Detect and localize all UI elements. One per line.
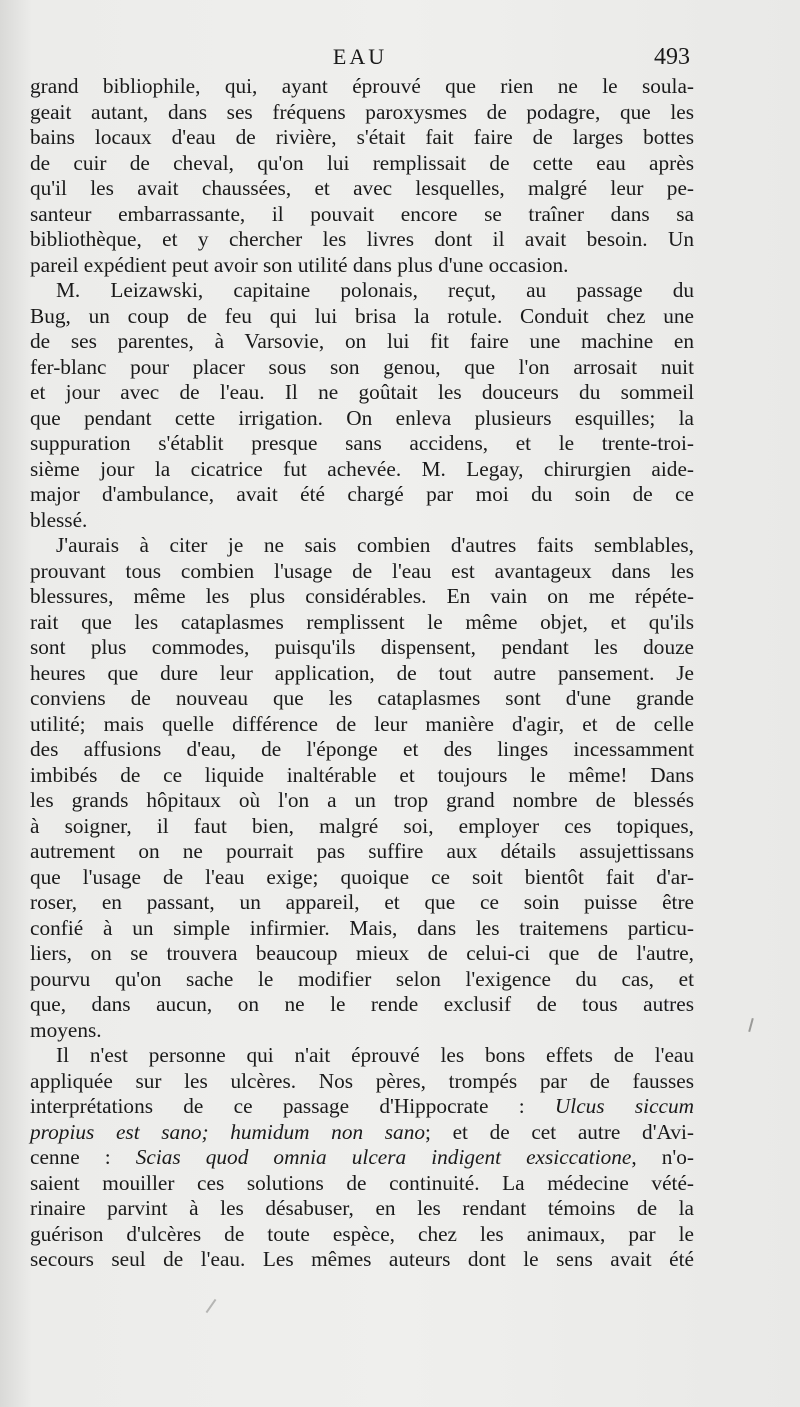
text-run: sont plus commodes, puisqu'ils dispensent, pendant les douze bbox=[30, 635, 694, 659]
text-line bbox=[30, 865, 694, 891]
text-line bbox=[30, 1094, 694, 1120]
text-line bbox=[30, 992, 694, 1018]
text-run: liers, on se trouvera beaucoup mieux de celui-ci que de l'autre, bbox=[30, 941, 694, 965]
text-line bbox=[30, 202, 694, 228]
text-line bbox=[30, 227, 694, 253]
text-line bbox=[30, 1247, 694, 1273]
text-line bbox=[30, 253, 694, 279]
text-run: que, dans aucun, on ne le rende exclusif de tous autres bbox=[30, 992, 694, 1016]
text-run: et jour avec de l'eau. Il ne goûtait les douceurs du sommeil bbox=[30, 380, 694, 404]
text-line bbox=[30, 788, 694, 814]
text-line bbox=[30, 151, 694, 177]
text-line bbox=[30, 482, 694, 508]
text-line bbox=[30, 584, 694, 610]
text-run: de ses parentes, à Varsovie, on lui fit faire une machine en bbox=[30, 329, 694, 353]
text-run: prouvant tous combien l'usage de l'eau est avantageux dans les bbox=[30, 558, 694, 583]
text-line bbox=[30, 1222, 694, 1248]
text-line bbox=[30, 125, 694, 151]
text-line bbox=[30, 916, 694, 942]
text-run: geait autant, dans ses fréquens paroxysmes de podagre, que les bbox=[30, 99, 694, 124]
text-run: M. Leizawski, capitaine polonais, reçut, au passage du bbox=[56, 278, 694, 302]
text-line bbox=[30, 74, 694, 100]
text-line bbox=[30, 355, 694, 381]
text-run: Bug, un coup de feu qui lui brisa la rotule. Conduit chez une bbox=[30, 303, 694, 328]
text-run: Il n'est personne qui n'ait éprouvé les bons effets de l'eau bbox=[56, 1043, 694, 1067]
text-line bbox=[30, 1069, 694, 1095]
text-run: interprétations de ce passage d'Hippocrate : bbox=[30, 1094, 555, 1118]
text-run: santeur embarrassante, il pouvait encore se traîner dans sa bbox=[30, 201, 694, 226]
text-run: que l'usage de l'eau exige; quoique ce soit bientôt fait d'ar- bbox=[30, 864, 694, 889]
text-run: bains locaux d'eau de rivière, s'était fait faire de larges bottes bbox=[30, 125, 694, 149]
italic-text: Ulcus siccum bbox=[554, 1094, 695, 1118]
text-line bbox=[30, 1018, 694, 1044]
text-line bbox=[30, 100, 694, 126]
text-line bbox=[30, 559, 694, 585]
text-line bbox=[30, 533, 694, 559]
text-run: les grands hôpitaux où l'on a un trop grand nombre de blessés bbox=[30, 788, 694, 812]
text-line bbox=[30, 1145, 694, 1171]
text-run: roser, en passant, un appareil, et que ce soin puisse être bbox=[30, 890, 694, 914]
text-line bbox=[30, 1196, 694, 1222]
text-run: pareil expédient peut avoir son utilité dans plus d'une occasion. bbox=[30, 252, 569, 277]
text-run: saient mouiller ces solutions de continuité. La médecine vété- bbox=[30, 1170, 694, 1195]
italic-text: propius est sano; humidum non sano bbox=[30, 1119, 425, 1144]
body-text bbox=[30, 74, 694, 1273]
text-line bbox=[30, 457, 694, 483]
italic-text: Scias quod omnia ulcera indigent exsiccatione bbox=[135, 1145, 632, 1169]
text-line bbox=[30, 661, 694, 687]
text-line bbox=[30, 737, 694, 763]
margin-mark bbox=[206, 1299, 217, 1313]
text-run: heures que dure leur application, de tout autre pansement. Je bbox=[30, 660, 694, 685]
text-line bbox=[30, 890, 694, 916]
text-line bbox=[30, 967, 694, 993]
text-line bbox=[30, 1171, 694, 1197]
text-line bbox=[30, 1120, 694, 1146]
text-line bbox=[30, 1043, 694, 1069]
text-line bbox=[30, 406, 694, 432]
text-run: cenne : bbox=[30, 1145, 136, 1169]
text-run: rinaire parvint à les désabuser, en les rendant témoins de la bbox=[30, 1196, 694, 1220]
text-run: secours seul de l'eau. Les mêmes auteurs dont le sens avait été bbox=[30, 1247, 694, 1271]
text-run: sième jour la cicatrice fut achevée. M. Legay, chirurgien aide- bbox=[30, 456, 694, 481]
text-line bbox=[30, 712, 694, 738]
text-line bbox=[30, 686, 694, 712]
text-run: de cuir de cheval, qu'on lui remplissait de cette eau après bbox=[30, 150, 694, 175]
text-run: pourvu qu'on sache le modifier selon l'exigence du cas, et bbox=[30, 966, 694, 991]
text-run: bibliothèque, et y chercher les livres dont il avait besoin. Un bbox=[30, 227, 694, 251]
text-run: utilité; mais quelle différence de leur manière d'agir, et de celle bbox=[30, 711, 694, 736]
text-run: conviens de nouveau que les cataplasmes sont d'une grande bbox=[30, 686, 694, 710]
text-run: major d'ambulance, avait été chargé par moi du soin de ce bbox=[30, 482, 694, 506]
text-run: moyens. bbox=[30, 1017, 102, 1042]
text-run: confié à un simple infirmier. Mais, dans les traitemens particu- bbox=[30, 915, 694, 940]
text-run: grand bibliophile, qui, ayant éprouvé que rien ne le soula- bbox=[30, 74, 694, 98]
text-line bbox=[30, 610, 694, 636]
page-number: 493 bbox=[654, 44, 690, 70]
text-run: ; et de cet autre d'Avi- bbox=[425, 1119, 694, 1144]
text-line bbox=[30, 380, 694, 406]
text-run: fer-blanc pour placer sous son genou, que l'on arrosait nuit bbox=[30, 354, 694, 379]
text-run: que pendant cette irrigation. On enleva plusieurs esquilles; la bbox=[30, 405, 694, 430]
text-line bbox=[30, 635, 694, 661]
text-run: blessé. bbox=[30, 507, 88, 532]
text-run: blessures, même les plus considérables. En vain on me répéte- bbox=[30, 584, 694, 608]
page-header bbox=[30, 44, 690, 74]
text-run: à soigner, il faut bien, malgré soi, employer ces topiques, bbox=[30, 813, 694, 838]
text-run: qu'il les avait chaussées, et avec lesquelles, malgré leur pe- bbox=[30, 176, 694, 200]
text-run: suppuration s'établit presque sans accidens, et le trente-troi- bbox=[30, 431, 694, 455]
margin-mark bbox=[748, 1018, 754, 1032]
text-line bbox=[30, 304, 694, 330]
text-run: appliquée sur les ulcères. Nos pères, trompés par de fausses bbox=[30, 1068, 694, 1093]
text-run: autrement on ne pourrait pas suffire aux détails assujettissans bbox=[30, 839, 694, 863]
text-line bbox=[30, 329, 694, 355]
text-line bbox=[30, 176, 694, 202]
text-line bbox=[30, 278, 694, 304]
text-line bbox=[30, 763, 694, 789]
text-run: guérison d'ulcères de toute espèce, chez les animaux, par le bbox=[30, 1221, 694, 1246]
text-line bbox=[30, 814, 694, 840]
text-run: , n'o- bbox=[631, 1145, 694, 1169]
text-line bbox=[30, 431, 694, 457]
text-run: imbibés de ce liquide inaltérable et toujours le même! Dans bbox=[30, 762, 694, 787]
text-run: des affusions d'eau, de l'éponge et des linges incessamment bbox=[30, 737, 694, 761]
text-run: rait que les cataplasmes remplissent le même objet, et qu'ils bbox=[30, 609, 694, 634]
text-line bbox=[30, 941, 694, 967]
running-head: EAU bbox=[332, 44, 388, 69]
text-line bbox=[30, 508, 694, 534]
text-run: J'aurais à citer je ne sais combien d'autres faits semblables, bbox=[56, 533, 694, 557]
text-line bbox=[30, 839, 694, 865]
